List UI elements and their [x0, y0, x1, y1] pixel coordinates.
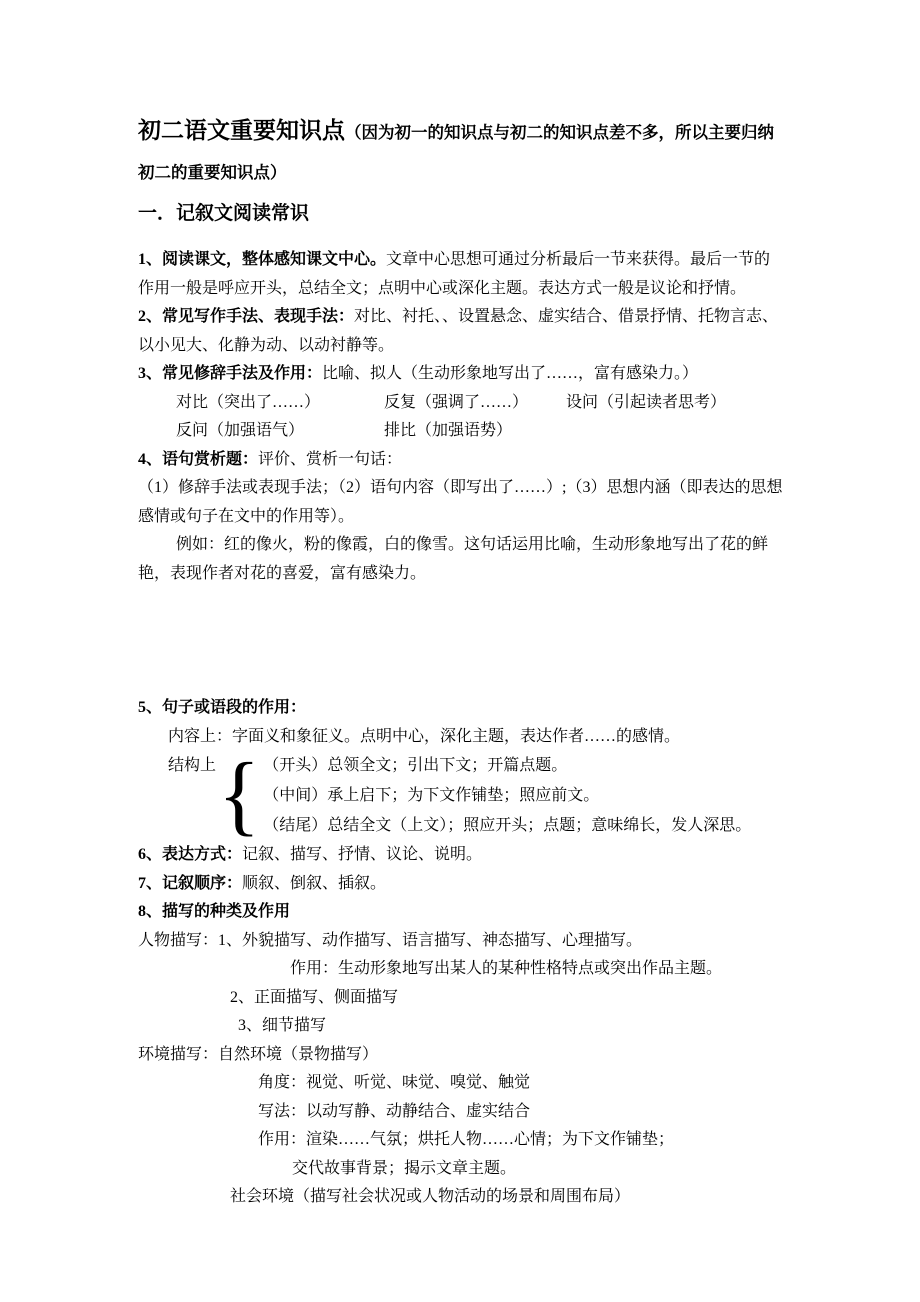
- bold-text-segment: 6、表达方式：: [138, 846, 243, 863]
- text-segment: 评价、赏析一句话：: [258, 450, 403, 468]
- column-segment: 反问（加强语气）: [176, 422, 305, 439]
- text-line: [138, 1041, 792, 1070]
- title-paren-continuation: 初二的重要知识点）: [138, 163, 287, 182]
- page-title: [138, 116, 792, 149]
- text-segment: 比喻、拟人（生动形象地写出了……，富有感染力。）: [322, 365, 699, 382]
- text-line: [138, 1126, 792, 1155]
- brace-label: 结构上: [168, 757, 217, 774]
- text-line: [138, 1069, 792, 1098]
- text-line: [138, 870, 792, 899]
- text-segment: 写法：以动写静、动静结合、虚实结合: [258, 1102, 531, 1120]
- bold-text-segment: 4、语句赏析题：: [138, 450, 259, 468]
- title-main-text: 初二语文重要知识点: [138, 118, 345, 143]
- title-paren-text: （因为初一的知识点与初二的知识点差不多，所以主要归纳: [345, 123, 774, 142]
- text-segment: 文章中心思想可通过分析最后一节来获得。最后一节的: [386, 251, 771, 268]
- text-segment: 内容上：字面义和象征义。点明中心，深化主题，表达作者……的感情。: [168, 727, 681, 745]
- text-segment: 感情或句子在文中的作用等）。: [138, 507, 355, 525]
- column-segment: 对比（突出了……）: [176, 393, 321, 411]
- text-line: [138, 531, 792, 560]
- text-segment: 记叙、描写、抒情、议论、说明。: [242, 846, 483, 863]
- text-line: [138, 503, 792, 532]
- text-segment: 作用：渲染……气氛；烘托人物……心情；为下文作铺垫；: [258, 1131, 675, 1148]
- brace-item-line: （结尾）总结全文（上文）；照应开头；点题；意味绵长，发人深思。: [263, 817, 752, 834]
- text-line: [138, 1155, 792, 1184]
- text-segment: 2、正面描写、侧面描写: [230, 988, 399, 1006]
- text-line: [138, 560, 792, 589]
- bold-text-segment: 7、记叙顺序：: [138, 874, 243, 892]
- text-line: [138, 389, 792, 418]
- text-segment: 交代故事背景；揭示文章主题。: [292, 1159, 517, 1177]
- text-line: [138, 474, 792, 503]
- text-line: [138, 898, 792, 927]
- text-line: [138, 955, 792, 984]
- text-line: [138, 303, 792, 332]
- text-line: [138, 1098, 792, 1127]
- text-line: [138, 446, 792, 475]
- text-line: [138, 360, 792, 389]
- text-line: [138, 694, 792, 723]
- text-segment: 3、细节描写: [238, 1017, 327, 1034]
- text-line: [138, 417, 792, 446]
- text-segment: 对比、衬托、、设置悬念、虚实结合、借景抒情、托物言志、: [354, 308, 779, 325]
- text-segment: 作用一般是呼应开头，总结全文；点明中心或深化主题。表达方式一般是议论和抒情。: [138, 279, 747, 297]
- text-segment: 社会环境（描写社会状况或人物活动的场景和周围布局）: [230, 1188, 631, 1205]
- bold-text-segment: 1、阅读课文，整体感知课文中心。: [138, 251, 387, 268]
- column-segment: 反复（强调了……）: [384, 393, 529, 411]
- text-line: [138, 246, 792, 275]
- column-segment: 设问（引起读者思考）: [566, 393, 727, 411]
- bold-text-segment: 2、常见写作手法、表现手法：: [138, 308, 355, 325]
- text-line: [138, 841, 792, 870]
- text-segment: 以小见大、化静为动、以动衬静等。: [138, 336, 395, 354]
- brace-item-line: （开头）总领全文；引出下文；开篇点题。: [263, 757, 568, 774]
- structure-brace-block: [138, 746, 792, 845]
- text-line: [138, 1183, 792, 1212]
- bold-text-segment: 3、常见修辞手法及作用：: [138, 365, 323, 382]
- text-segment: 环境描写：自然环境（景物描写）: [138, 1045, 379, 1063]
- text-segment: 艳，表现作者对花的喜爱，富有感染力。: [138, 564, 427, 582]
- text-segment: 人物描写：1、外貌描写、动作描写、语言描写、神态描写、心理描写。: [138, 931, 643, 949]
- text-line: [138, 1012, 792, 1041]
- column-segment: 排比（加强语势）: [384, 422, 513, 439]
- text-line: [138, 927, 792, 956]
- text-line: [138, 332, 792, 361]
- text-segment: 顺叙、倒叙、插叙。: [242, 874, 387, 892]
- section-heading: 一．记叙文阅读常识: [138, 203, 310, 224]
- bold-text-segment: 8、描写的种类及作用: [138, 903, 291, 920]
- text-segment: 作用：生动形象地写出某人的某种性格特点或突出作品主题。: [290, 960, 723, 977]
- text-segment: （1）修辞手法或表现手法；（2）语句内容（即写出了……）;（3）思想内涵（即表达的思想: [138, 479, 783, 496]
- vertical-spacer: [138, 588, 792, 694]
- curly-brace-icon: {: [218, 746, 261, 845]
- text-line: [138, 275, 792, 304]
- document-body: [138, 246, 792, 1212]
- brace-item-line: （中间）承上启下；为下文作铺垫；照应前文。: [263, 787, 600, 804]
- text-segment: 角度：视觉、听觉、味觉、嗅觉、触觉: [258, 1074, 531, 1091]
- bold-text-segment: 5、句子或语段的作用：: [138, 699, 307, 716]
- text-segment: 例如：红的像火，粉的像霞，白的像雪。这句话运用比喻，生动形象地写出了花的鲜: [176, 536, 769, 553]
- text-line: [138, 984, 792, 1013]
- brace-items: [263, 751, 751, 841]
